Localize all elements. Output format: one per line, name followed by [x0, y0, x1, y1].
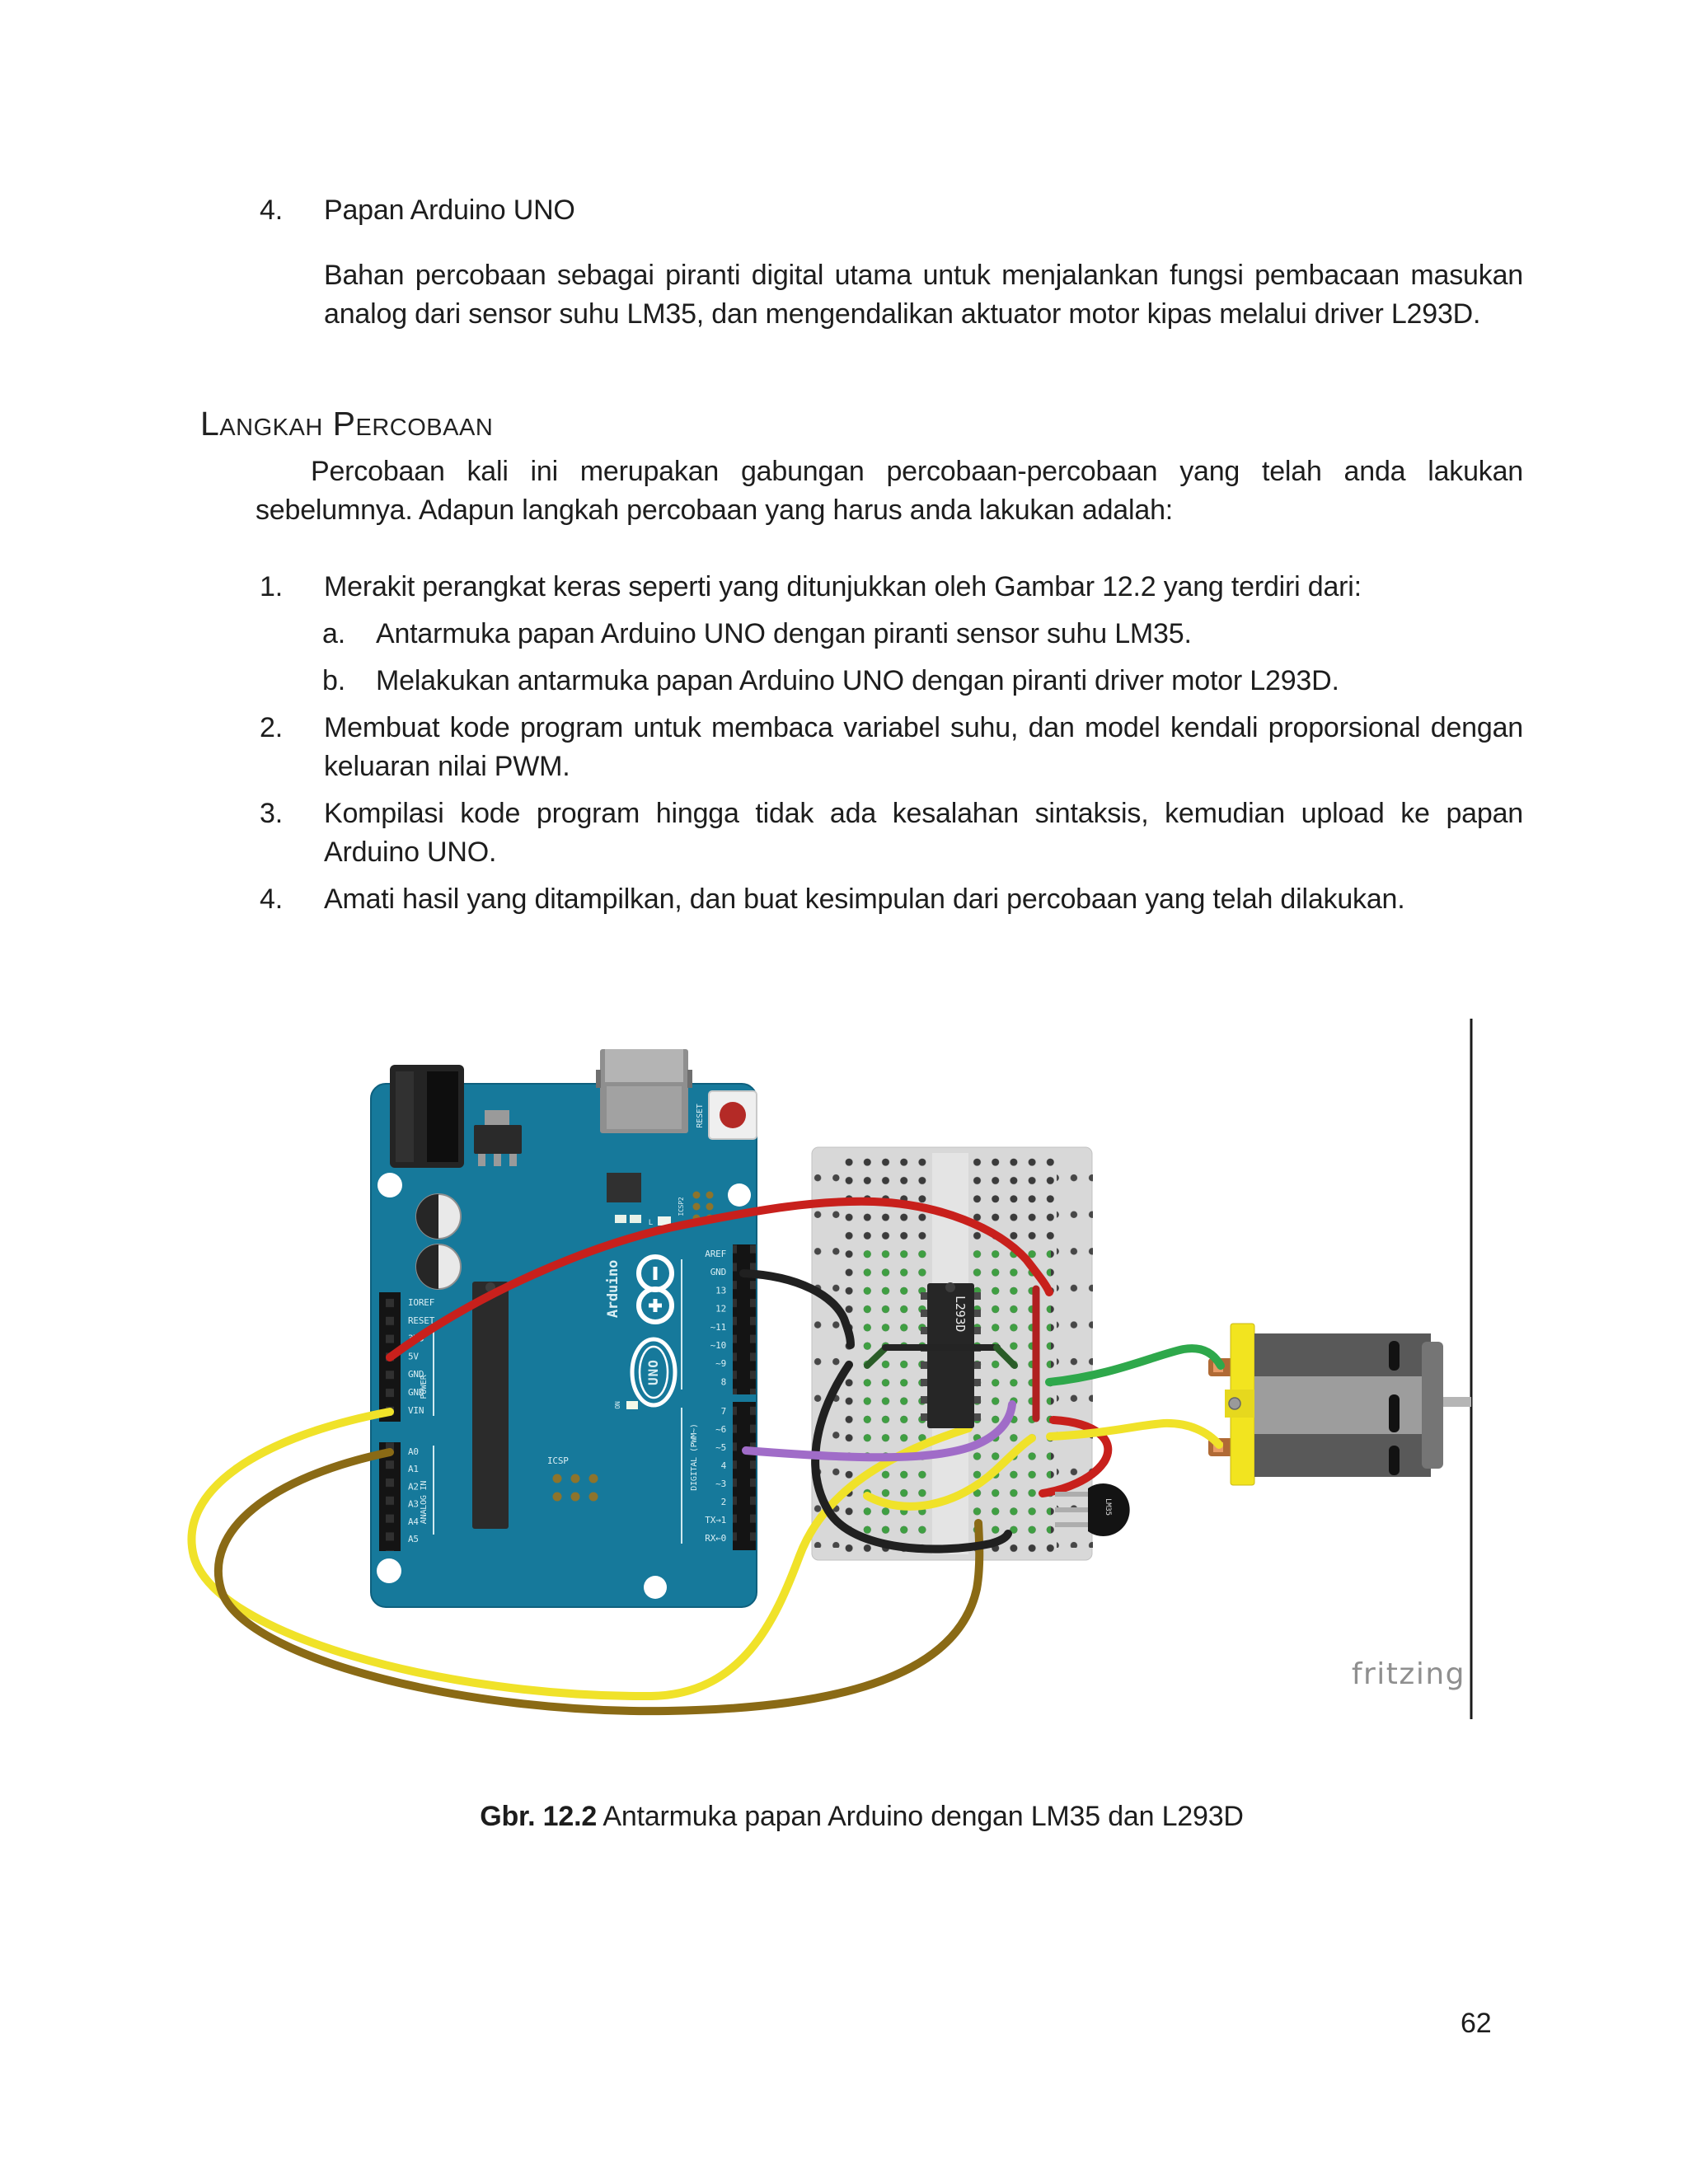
icsp2-label: ICSP2	[678, 1197, 685, 1216]
pin-label: ~6	[715, 1424, 726, 1435]
on-led-label: ON	[614, 1401, 621, 1409]
pin-label: RX←0	[705, 1533, 726, 1544]
pin-label: A5	[408, 1534, 419, 1544]
usb-connector	[596, 1049, 692, 1133]
mounting-hole	[377, 1558, 401, 1583]
dc-motor	[1208, 1324, 1471, 1485]
mounting-hole	[728, 1183, 751, 1207]
figure-caption-text: Antarmuka papan Arduino dengan LM35 dan L293D	[597, 1801, 1244, 1832]
motor-vent-slot	[1389, 1341, 1400, 1371]
fritzing-watermark: fritzing	[1351, 1657, 1465, 1691]
ic-label: L293D	[953, 1296, 968, 1333]
icsp-label: ICSP	[547, 1455, 569, 1466]
motor-front-bearing	[1229, 1398, 1240, 1409]
step-3	[200, 794, 1523, 872]
pin-label: ~11	[710, 1321, 726, 1333]
pin-label: 4	[720, 1460, 726, 1471]
pin-label: ~9	[715, 1358, 726, 1370]
motor-end-cap	[1422, 1342, 1443, 1469]
pin-label: 12	[715, 1303, 726, 1315]
paragraph-intro: Percobaan kali ini merupakan gabungan percobaan-percobaan yang telah anda lakukan sebelumnya. Adapun langkah percobaan yang harus anda lakukan adalah:	[256, 456, 1523, 526]
mounting-hole	[377, 1173, 402, 1197]
pin-label: TX→1	[705, 1515, 726, 1526]
uno-model-text: UNO	[645, 1359, 661, 1385]
pin-label: ~5	[715, 1442, 726, 1453]
pin-label: ~3	[715, 1479, 726, 1489]
pin-label: 7	[720, 1406, 726, 1417]
step-text: Merakit perangkat keras seperti yang ditunjukkan oleh Gambar 12.2 yang terdiri dari:	[324, 571, 1362, 602]
breadboard-rail-left	[809, 1169, 845, 1548]
ic-notch	[945, 1282, 955, 1292]
reset-label: RESET	[696, 1104, 705, 1128]
usb-interface-chip	[607, 1173, 641, 1202]
l-led-label: L	[648, 1219, 653, 1227]
substep-text: Antarmuka papan Arduino UNO dengan piranti sensor suhu LM35.	[376, 618, 1192, 649]
pin-label: A1	[408, 1464, 419, 1475]
motor-body-mid	[1254, 1376, 1431, 1434]
atmega-chip	[472, 1282, 509, 1529]
pin-label: GND	[710, 1267, 726, 1278]
section-heading: Langkah Percobaan	[200, 405, 494, 443]
mounting-hole	[644, 1576, 667, 1599]
motor-body-top-band	[1254, 1333, 1431, 1376]
list-item-4	[200, 191, 1523, 230]
on-led	[626, 1401, 638, 1409]
power-jack	[390, 1065, 464, 1168]
motor-vent-slot	[1389, 1446, 1400, 1475]
pin-label: 8	[720, 1376, 726, 1388]
pin-label: IOREF	[408, 1297, 435, 1308]
step-1	[200, 568, 1523, 607]
pin-label: 13	[715, 1285, 726, 1296]
list-number: 4.	[260, 194, 283, 226]
pin-label: GND	[408, 1387, 424, 1398]
tx-led	[615, 1215, 626, 1223]
paragraph-item4-body: Bahan percobaan sebagai piranti digital utama untuk menjalankan fungsi pembacaan masukan analog dari sensor suhu LM35, dan mengendalikan aktuator motor kipas melalui driver L293D.	[324, 260, 1523, 330]
pin-label: RESET	[408, 1315, 435, 1326]
pin-label: A2	[408, 1481, 419, 1493]
l293d-ic	[921, 1282, 981, 1428]
step-number: 2.	[260, 712, 283, 743]
step-text: Kompilasi kode program hingga tidak ada kesalahan sintaksis, kemudian upload ke papan Arduino UNO.	[324, 798, 1523, 868]
step-text: Membuat kode program untuk membaca variabel suhu, dan model kendali proporsional dengan keluaran nilai PWM.	[324, 712, 1523, 782]
pin-label: VIN	[408, 1404, 424, 1416]
step-number: 3.	[260, 798, 283, 829]
pin-label: AREF	[705, 1249, 726, 1259]
rx-led	[630, 1215, 641, 1223]
step-4	[200, 880, 1523, 919]
figure-caption	[200, 1801, 1523, 1833]
substep-letter: b.	[322, 665, 345, 696]
motor-body-bottom-band	[1254, 1434, 1431, 1477]
substep-text: Melakukan antarmuka papan Arduino UNO dengan piranti driver motor L293D.	[376, 665, 1339, 696]
figure-caption-label: Gbr. 12.2	[480, 1801, 598, 1832]
pin-label: 3V3	[408, 1333, 424, 1344]
steps-list	[200, 568, 1523, 919]
step-number: 1.	[260, 571, 283, 602]
list-item-title: Papan Arduino UNO	[324, 194, 575, 226]
motor-vent-slot	[1389, 1394, 1400, 1432]
substep-letter: a.	[322, 618, 345, 649]
pin-label: ~10	[710, 1340, 726, 1351]
lm35-label: LM35	[1104, 1498, 1112, 1516]
step-number: 4.	[260, 883, 283, 915]
power-group-label: POWER	[420, 1375, 429, 1399]
step-2	[200, 709, 1523, 786]
pin-label: A3	[408, 1498, 419, 1510]
figure-image	[280, 1012, 1484, 1725]
digital-group-label: DIGITAL (PWM~)	[690, 1423, 699, 1491]
pin-label: GND	[408, 1369, 424, 1380]
pin-label: A4	[408, 1516, 419, 1527]
analog-group-label: ANALOG IN	[420, 1480, 429, 1525]
pin-label: 2	[720, 1497, 726, 1507]
motor-shaft	[1443, 1397, 1471, 1407]
substep-a	[200, 615, 1523, 654]
pin-label: 5V	[408, 1351, 419, 1362]
page-number: 62	[1461, 2008, 1492, 2039]
pin-label: A0	[408, 1446, 419, 1457]
substep-b	[200, 662, 1523, 701]
arduino-brand-text: Arduino	[605, 1259, 621, 1319]
step-text: Amati hasil yang ditampilkan, dan buat kesimpulan dari percobaan yang telah dilakukan.	[324, 883, 1405, 915]
text-content	[200, 191, 1523, 927]
